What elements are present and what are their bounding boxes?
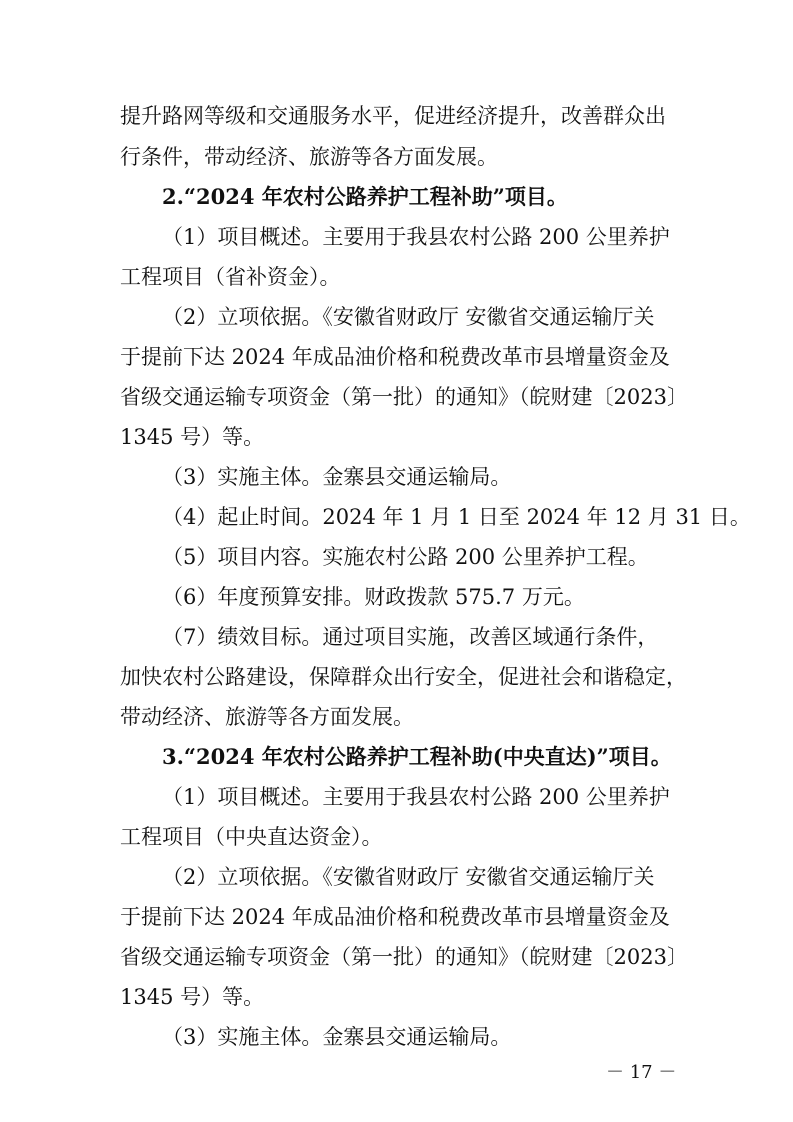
body-text-line: 1345 号）等。 xyxy=(120,985,265,1009)
body-text-line: （1）项目概述。主要用于我县农村公路 200 公里养护 xyxy=(162,225,670,249)
body-text-line: 省级交通运输专项资金（第一批）的通知》（皖财建〔2023〕 xyxy=(120,945,688,969)
body-text-line: 加快农村公路建设，保障群众出行安全，促进社会和谐稳定， xyxy=(120,665,687,689)
body-text-line: 省级交通运输专项资金（第一批）的通知》（皖财建〔2023〕 xyxy=(120,385,688,409)
body-text-line: 1345 号）等。 xyxy=(120,425,265,449)
page-number: － 17 － xyxy=(606,1062,677,1083)
body-text-line: 提升路网等级和交通服务水平，促进经济提升，改善群众出 xyxy=(120,104,666,128)
body-text-line: （5）项目内容。实施农村公路 200 公里养护工程。 xyxy=(162,545,649,569)
body-text-line: （2）立项依据。《安徽省财政厅 安徽省交通运输厅关 xyxy=(162,865,655,889)
body-text-line: 工程项目（省补资金）。 xyxy=(120,265,341,289)
body-text-line: 于提前下达 2024 年成品油价格和税费改革市县增量资金及 xyxy=(120,345,670,369)
section-heading: 3.“2024 年农村公路养护工程补助(中央直达)”项目。 xyxy=(162,744,672,769)
body-text-line: （7）绩效目标。通过项目实施，改善区域通行条件， xyxy=(162,625,659,649)
section-heading: 2.“2024 年农村公路养护工程补助”项目。 xyxy=(162,184,568,209)
body-text-line: 带动经济、旅游等各方面发展。 xyxy=(120,705,414,729)
body-text-line: 于提前下达 2024 年成品油价格和税费改革市县增量资金及 xyxy=(120,905,670,929)
body-text-line: 行条件，带动经济、旅游等各方面发展。 xyxy=(120,145,498,169)
body-text-line: （4）起止时间。2024 年 1 月 1 日至 2024 年 12 月 31 日。 xyxy=(162,505,751,529)
body-text-line: （6）年度预算安排。财政拨款 575.7 万元。 xyxy=(162,585,585,609)
body-text-line: （3）实施主体。金寨县交通运输局。 xyxy=(162,465,512,489)
body-text-line: 工程项目（中央直达资金）。 xyxy=(120,825,383,849)
body-text-line: （3）实施主体。金寨县交通运输局。 xyxy=(162,1025,512,1049)
body-text-line: （2）立项依据。《安徽省财政厅 安徽省交通运输厅关 xyxy=(162,305,655,329)
body-text-line: （1）项目概述。主要用于我县农村公路 200 公里养护 xyxy=(162,785,670,809)
